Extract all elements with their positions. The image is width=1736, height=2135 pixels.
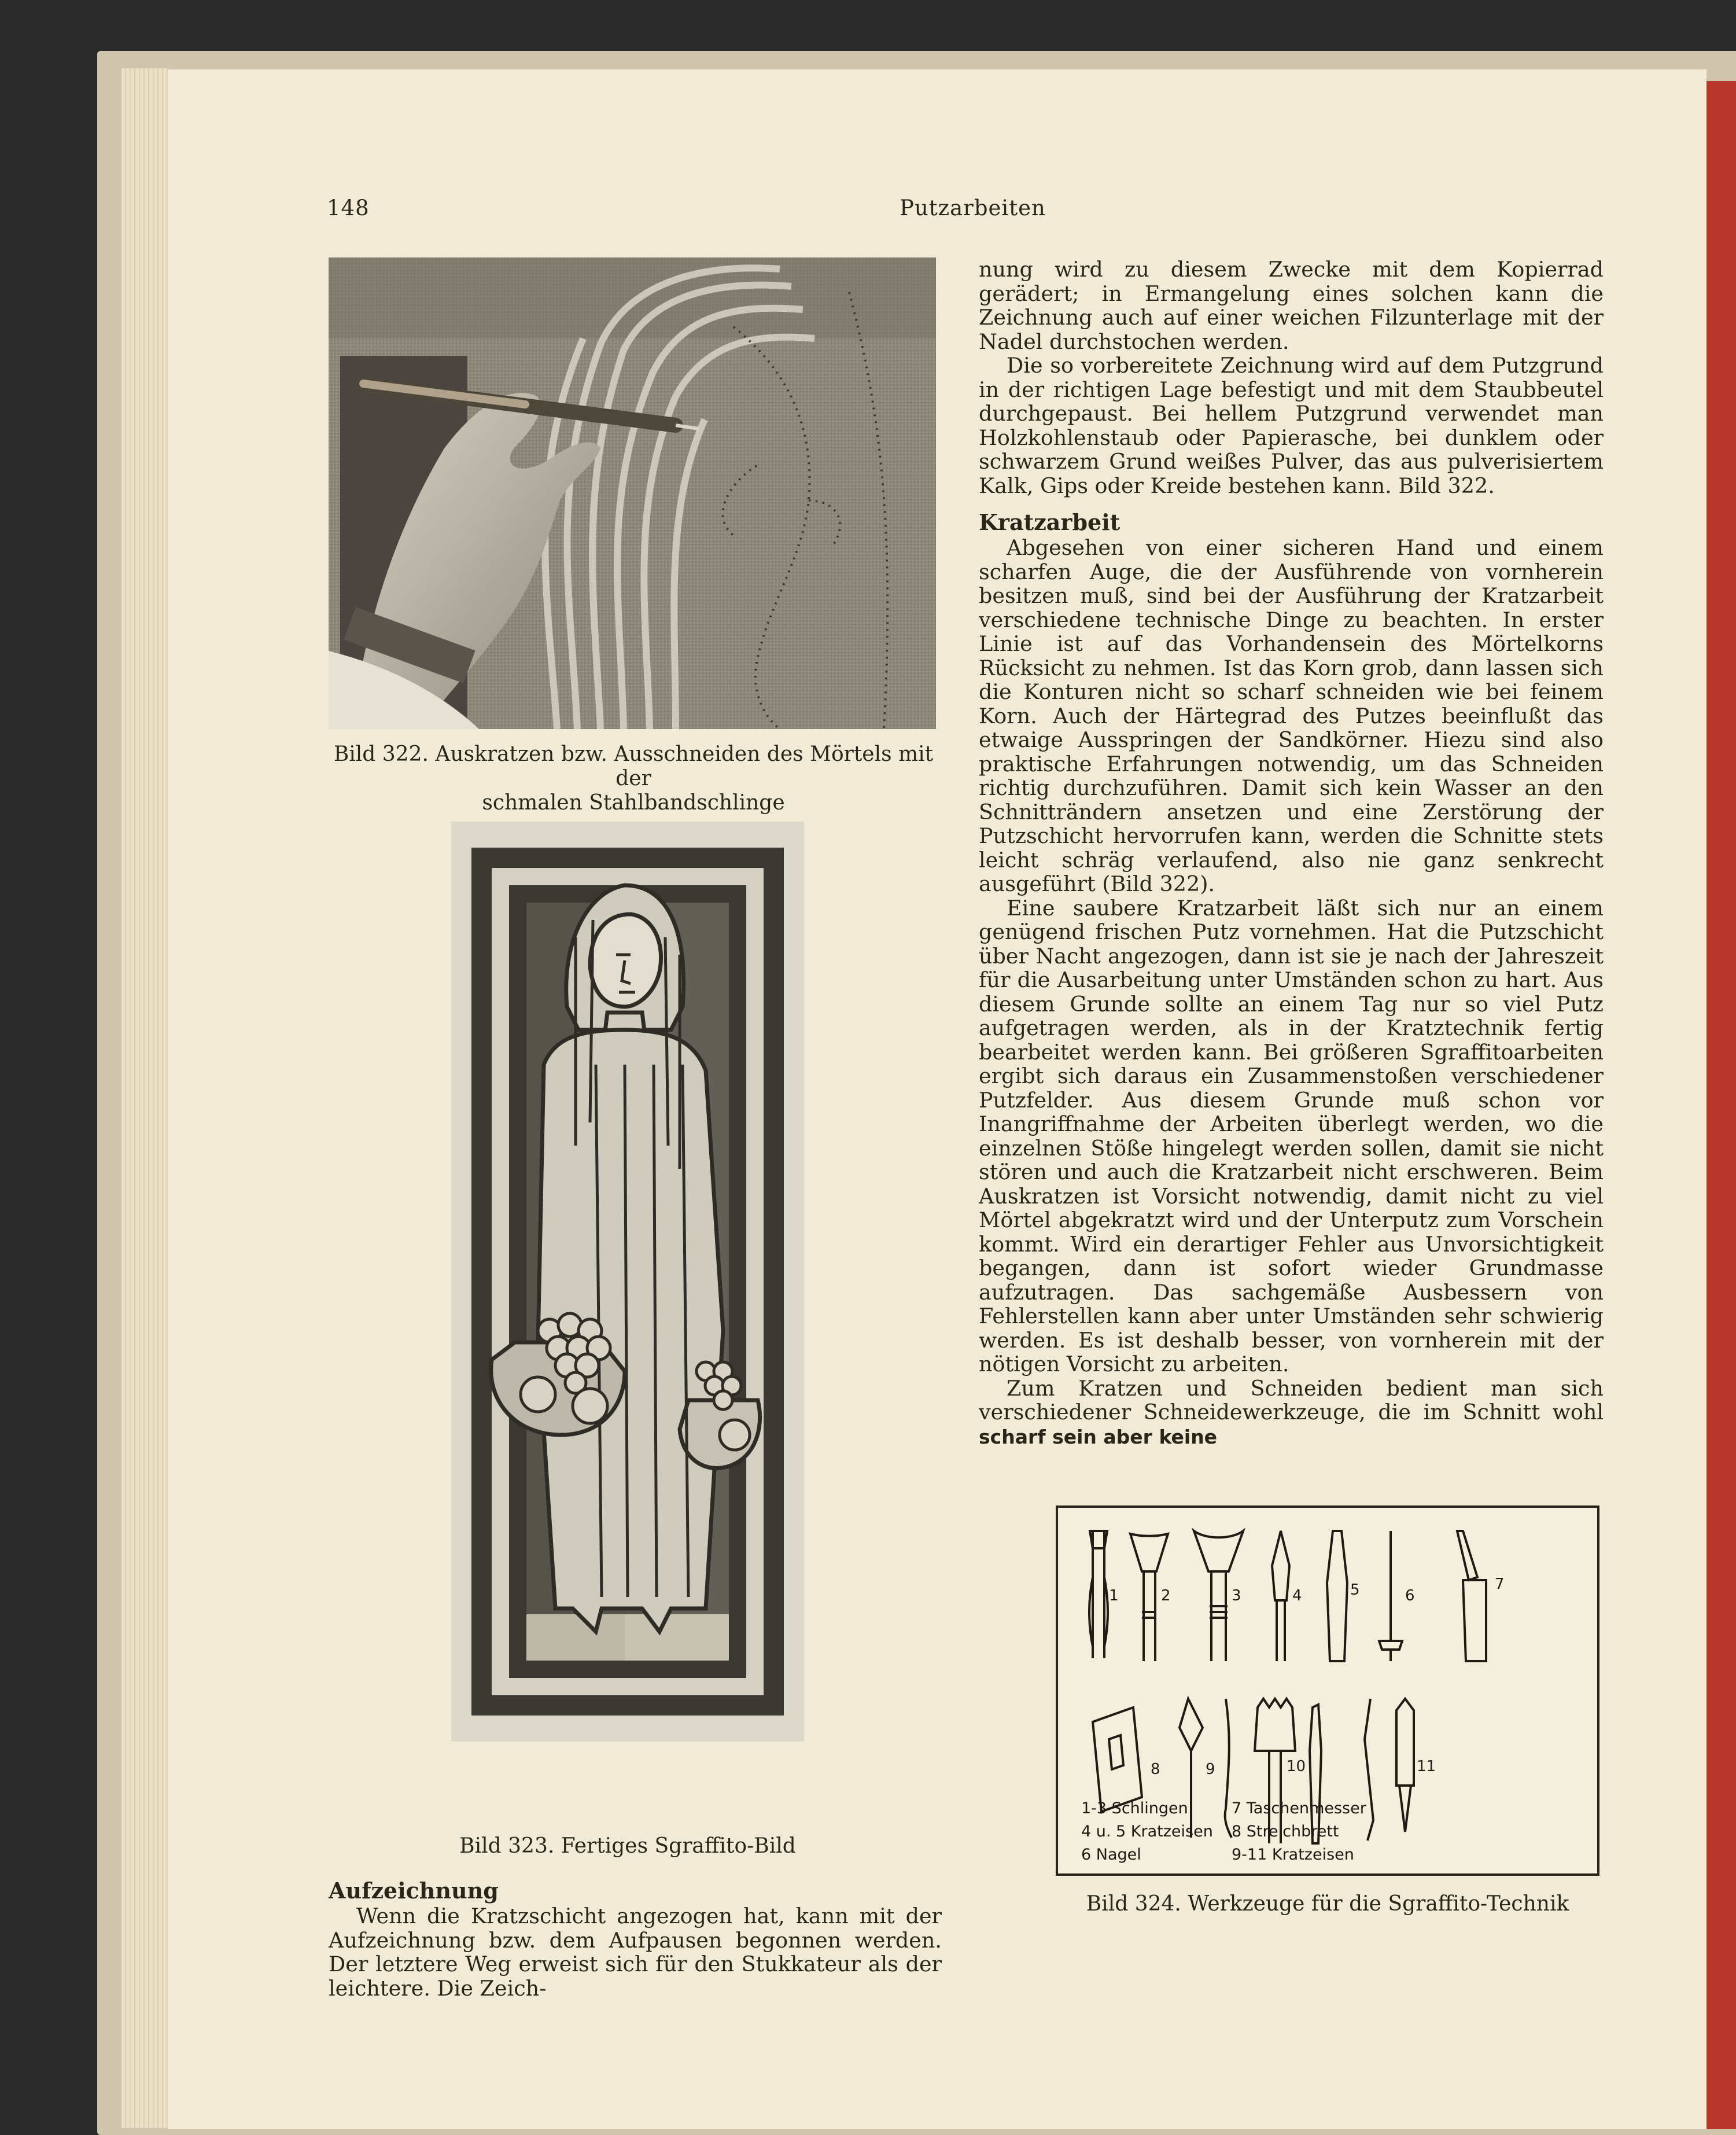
tool-label-8: 8 — [1151, 1761, 1160, 1778]
tool-label-11: 11 — [1417, 1758, 1436, 1775]
legend-row1-right: 7 Taschenmesser — [1232, 1799, 1366, 1817]
paragraph-1: nung wird zu diesem Zwecke mit dem Kopierrad gerädert; in Ermangelung eines solchen kann die Zeichnung auch auf einer weichen Filzunterlage mit der Nadel durchstochen werden. — [979, 257, 1604, 354]
book-page — [168, 69, 1706, 2129]
figure-322-photo — [329, 257, 936, 729]
figure-324-caption: Bild 324. Werkzeuge für die Sgraffito-Technik — [1086, 1892, 1569, 1916]
tool-label-1: 1 — [1109, 1587, 1119, 1604]
figure-324-tools-diagram — [1056, 1505, 1599, 1876]
paragraph-4: Eine saubere Kratzarbeit läßt sich nur an einem genügend frischen Putz vornehmen. Hat die Putzschicht über Nacht angezogen, dann ist sie je nach der Jahreszeit für die Ausarbeitung unter Umständen schon zu hart. Aus diesem Grunde sollte an einem Tag nur so viel Putz aufgetragen werden, als in der Kratztechnik fertig bearbeitet werden kann. Bei größeren Sgraffitoarbeiten ergibt sich daraus ein Zusammenstoßen verschiedener Putzfelder. Aus diesem Grunde muß schon vor Inangriffnahme der Arbeiten überlegt werden, wo die einzelnen Stöße hingelegt werden sollen, damit sie nicht stören und auch die Kratzarbeit nicht erschweren. Beim Auskratzen ist Vorsicht notwendig, damit nicht zu viel Mörtel abgekratzt wird und der Unterputz zum Vorschein kommt. Wird ein derartiger Fehler aus Unvorsichtigkeit begangen, dann ist sofort wieder Grundmasse aufzutragen. Das sachgemäße Ausbessern von Fehlerstellen kann aber unter Umständen sehr schwierig werden. Es ist deshalb besser, von vornherein mit der nötigen Vorsicht zu arbeiten. — [979, 895, 1604, 1376]
paragraph-2: Die so vorbereitete Zeichnung wird auf dem Putzgrund in der richtigen Lage befestigt und mit dem Staubbeutel durchgepaust. Bei hellem Putzgrund verwendet man Holzkohlenstaub oder Papierasche, bei dunklem oder schwarzem Grund weißes Pulver, das aus pulverisiertem Kalk, Gips oder Kreide bestehen kann. Bild 322. — [979, 353, 1604, 498]
heading-aufzeichnung: Aufzeichnung — [329, 1878, 499, 1904]
tool-label-10: 10 — [1287, 1758, 1306, 1775]
legend-row2-right: 8 Streichbrett — [1232, 1823, 1339, 1840]
tool-label-4: 4 — [1292, 1587, 1302, 1604]
tool-label-5: 5 — [1350, 1581, 1360, 1599]
legend-row3-left: 6 Nagel — [1081, 1846, 1141, 1864]
legend-row2-left: 4 u. 5 Kratzeisen — [1081, 1823, 1213, 1840]
tool-label-9: 9 — [1206, 1761, 1215, 1778]
tool-label-2: 2 — [1161, 1587, 1171, 1604]
legend-row1-left: 1-3 Schlingen — [1081, 1799, 1188, 1817]
figure-322-caption-line1: Bild 322. Auskratzen bzw. Ausschneiden des Mörtels mit der — [333, 742, 934, 790]
tool-label-6: 6 — [1405, 1587, 1415, 1604]
figure-323-caption: Bild 323. Fertiges Sgraffito-Bild — [459, 1834, 796, 1858]
figure-322-caption-line2: schmalen Stahlbandschlinge — [482, 791, 785, 815]
paragraph-5 — [979, 1376, 1604, 1449]
paragraph-3: Abgesehen von einer sicheren Hand und einem scharfen Auge, die der Ausführende von vornherein besitzen muß, sind bei der Ausführung der Kratzarbeit verschiedene technische Dinge zu beachten. In erster Linie ist auf das Vorhandensein des Mörtelkorns Rücksicht zu nehmen. Ist das Korn grob, dann lassen sich die Konturen nicht so scharf schneiden wie bei feinem Korn. Auch der Härtegrad des Putzes beeinflußt das etwaige Ausspringen der Sandkörner. Hiezu sind also praktische Erfahrungen notwendig, um das Schneiden richtig durchzuführen. Damit sich kein Wasser an den Schnitträndern ansetzen und eine Zerstörung der Putzschicht hervorrufen kann, werden die Schnitte stets leicht schräg verlaufend, also nie ganz senkrecht ausgeführt (Bild 322). — [979, 535, 1604, 896]
page-edges — [121, 68, 168, 2128]
page-number: 148 — [327, 196, 370, 220]
figure-323-sgraffito — [451, 822, 804, 1742]
tool-label-3: 3 — [1232, 1587, 1241, 1604]
paragraph-5-text: Zum Kratzen und Schneiden bedient man sich verschiedener Schneidewerkzeuge, die im Schnitt wohl — [979, 1375, 1604, 1424]
running-title: Putzarbeiten — [900, 196, 1046, 220]
tool-label-7: 7 — [1495, 1576, 1505, 1593]
paragraph-aufzeichnung: Wenn die Kratzschicht angezogen hat, kann mit der Aufzeichnung bzw. dem Aufpausen begonnen werden. Der letztere Weg erweist sich für den Stukkateur als der leichtere. Die Zeich- — [329, 1904, 942, 2001]
legend-row3-right: 9-11 Kratzeisen — [1232, 1846, 1354, 1864]
facing-page-edge — [1706, 81, 1736, 2129]
heading-kratzarbeit: Kratzarbeit — [979, 509, 1121, 535]
paragraph-5-bold: scharf sein aber keine — [979, 1425, 1218, 1448]
